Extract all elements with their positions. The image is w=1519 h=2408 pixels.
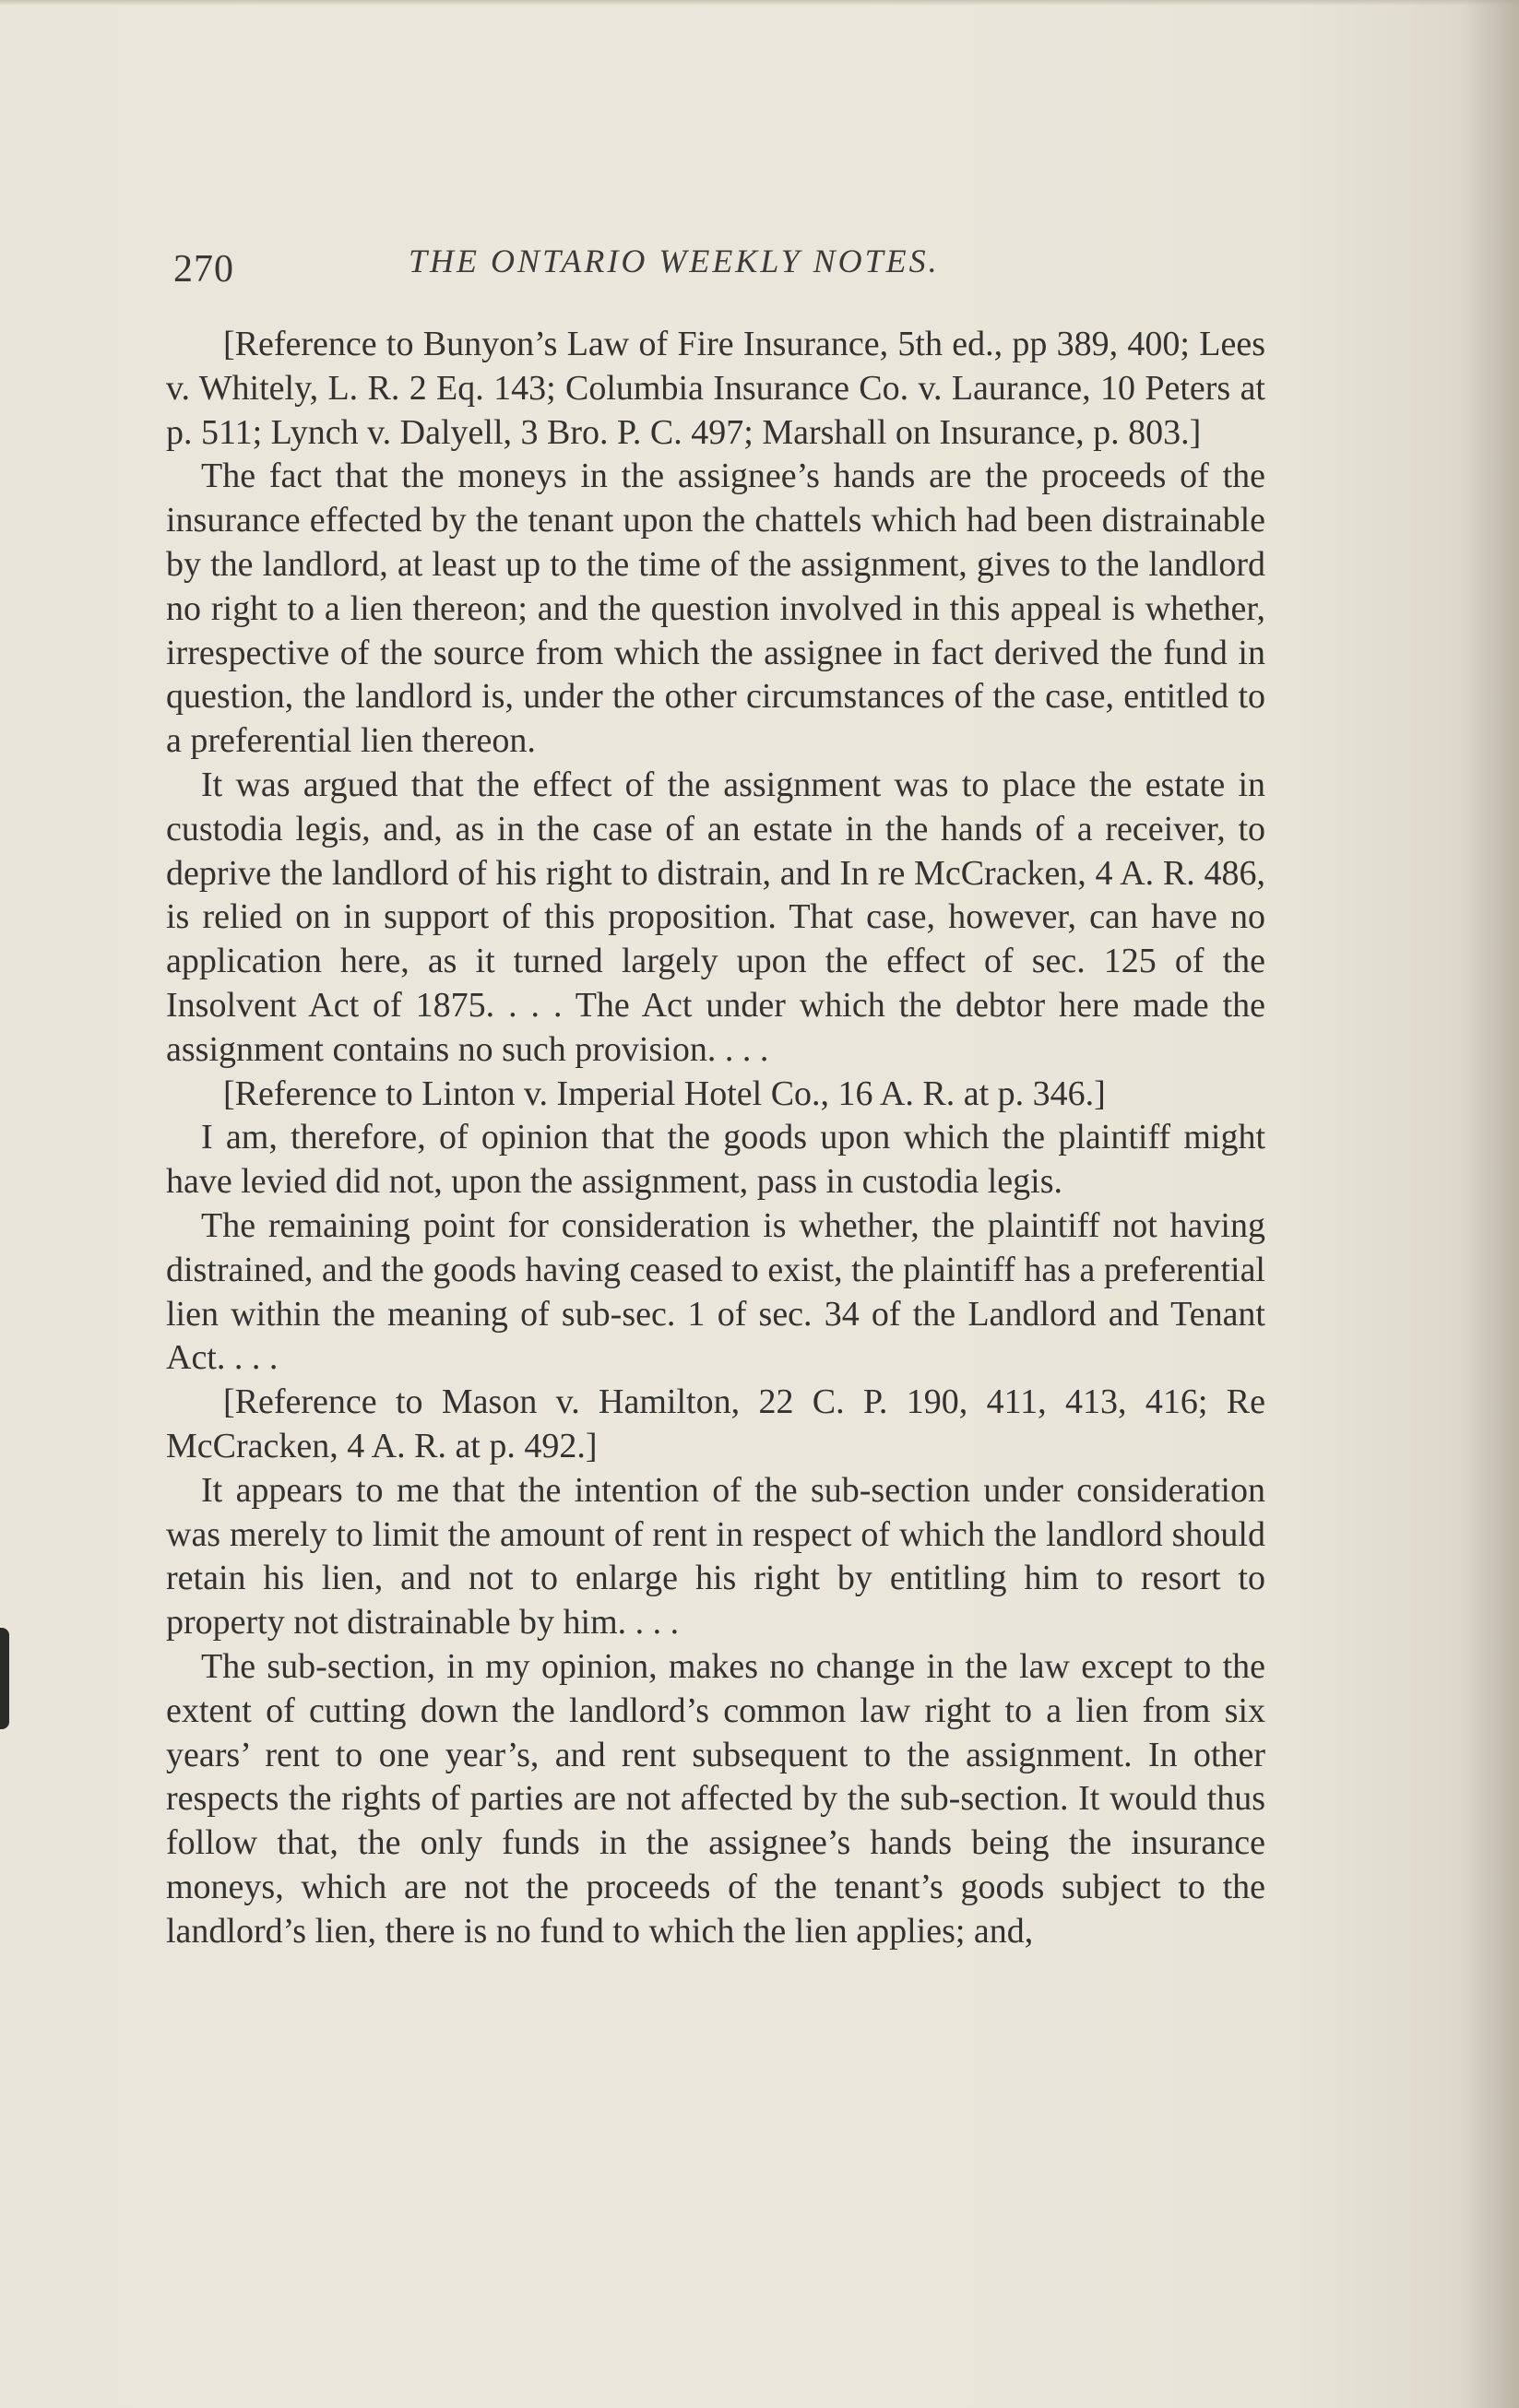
journal-title: THE ONTARIO WEEKLY NOTES. (409, 243, 940, 279)
page-top-edge (0, 0, 1519, 6)
body-paragraph: I am, therefore, of opinion that the goods upon which the plaintiff might have levied did not, upon the assignment, pass in custodia legis. (166, 1118, 1265, 1202)
body-paragraph: It was argued that the effect of the assignment was to place the estate in custodia legis, and, as in the case of an estate in the hands of a receiver, to deprive the landlord of his right to distrain, and In re McCracken, 4 A. R. 486, is relied on in support of this proposition. That case, however, can have no application here, as it turned largely upon the effect of sec. 125 of the Insolvent Act of 1875. . . . The Act under which the debtor here made the assignment contains no such provision. . . . (166, 765, 1265, 1069)
body-paragraph: The remaining point for consideration is whether, the plaintiff not having distrained, and the goods having ceased to exist, the plaintiff has a preferential lien within the meaning of sub-sec. 1 of sec. 34 of the Landlord and Tenant Act. . . . (166, 1205, 1265, 1378)
body-text (166, 323, 1265, 1953)
page-edge-mark (0, 1628, 9, 1729)
body-paragraph: It appears to me that the intention of the sub-section under consideration was merely to limit the amount of rent in respect of which the landlord should retain his lien, and not to enlarge his right by entitling him to resort to property not distrainable by him. . . . (166, 1470, 1265, 1643)
reference-paragraph: [Reference to Bunyon’s Law of Fire Insurance, 5th ed., pp 389, 400; Lees v. Whitely, L. R. 2 Eq. 143; Columbia Insurance Co. v. Laurance, 10 Peters at p. 511; Lynch v. Dalyell, 3 Bro. P. C. 497; Marshall on Insurance, p. 803.] (166, 325, 1265, 452)
body-paragraph: The sub-section, in my opinion, makes no change in the law except to the extent of cutting down the landlord’s common law right to a lien from six years’ rent to one year’s, and rent subsequent to the assignment. In other respects the rights of parties are not affected by the sub-section. It would thus follow that, the only funds in the assignee’s hands being the insurance moneys, which are not the proceeds of the tenant’s goods subject to the landlord’s lien, there is no fund to which the lien applies; and, (166, 1646, 1265, 1951)
reference-paragraph: [Reference to Linton v. Imperial Hotel Co., 16 A. R. at p. 346.] (223, 1074, 1106, 1113)
running-head (173, 242, 1280, 297)
page-number: 270 (173, 248, 234, 291)
body-paragraph: The fact that the moneys in the assignee’s hands are the proceeds of the insurance effected by the tenant upon the chattels which had been distrainable by the landlord, at least up to the time of the assignment, gives to the landlord no right to a lien thereon; and the question involved in this appeal is whether, irrespective of the source from which the assignee in fact derived the fund in question, the landlord is, under the other circumstances of the case, entitled to a preferential lien thereon. (166, 457, 1265, 761)
reference-paragraph: [Reference to Mason v. Hamilton, 22 C. P. 190, 411, 413, 416; Re McCracken, 4 A. R. at p. 492.] (166, 1382, 1265, 1465)
binding-shadow (1464, 0, 1519, 2408)
